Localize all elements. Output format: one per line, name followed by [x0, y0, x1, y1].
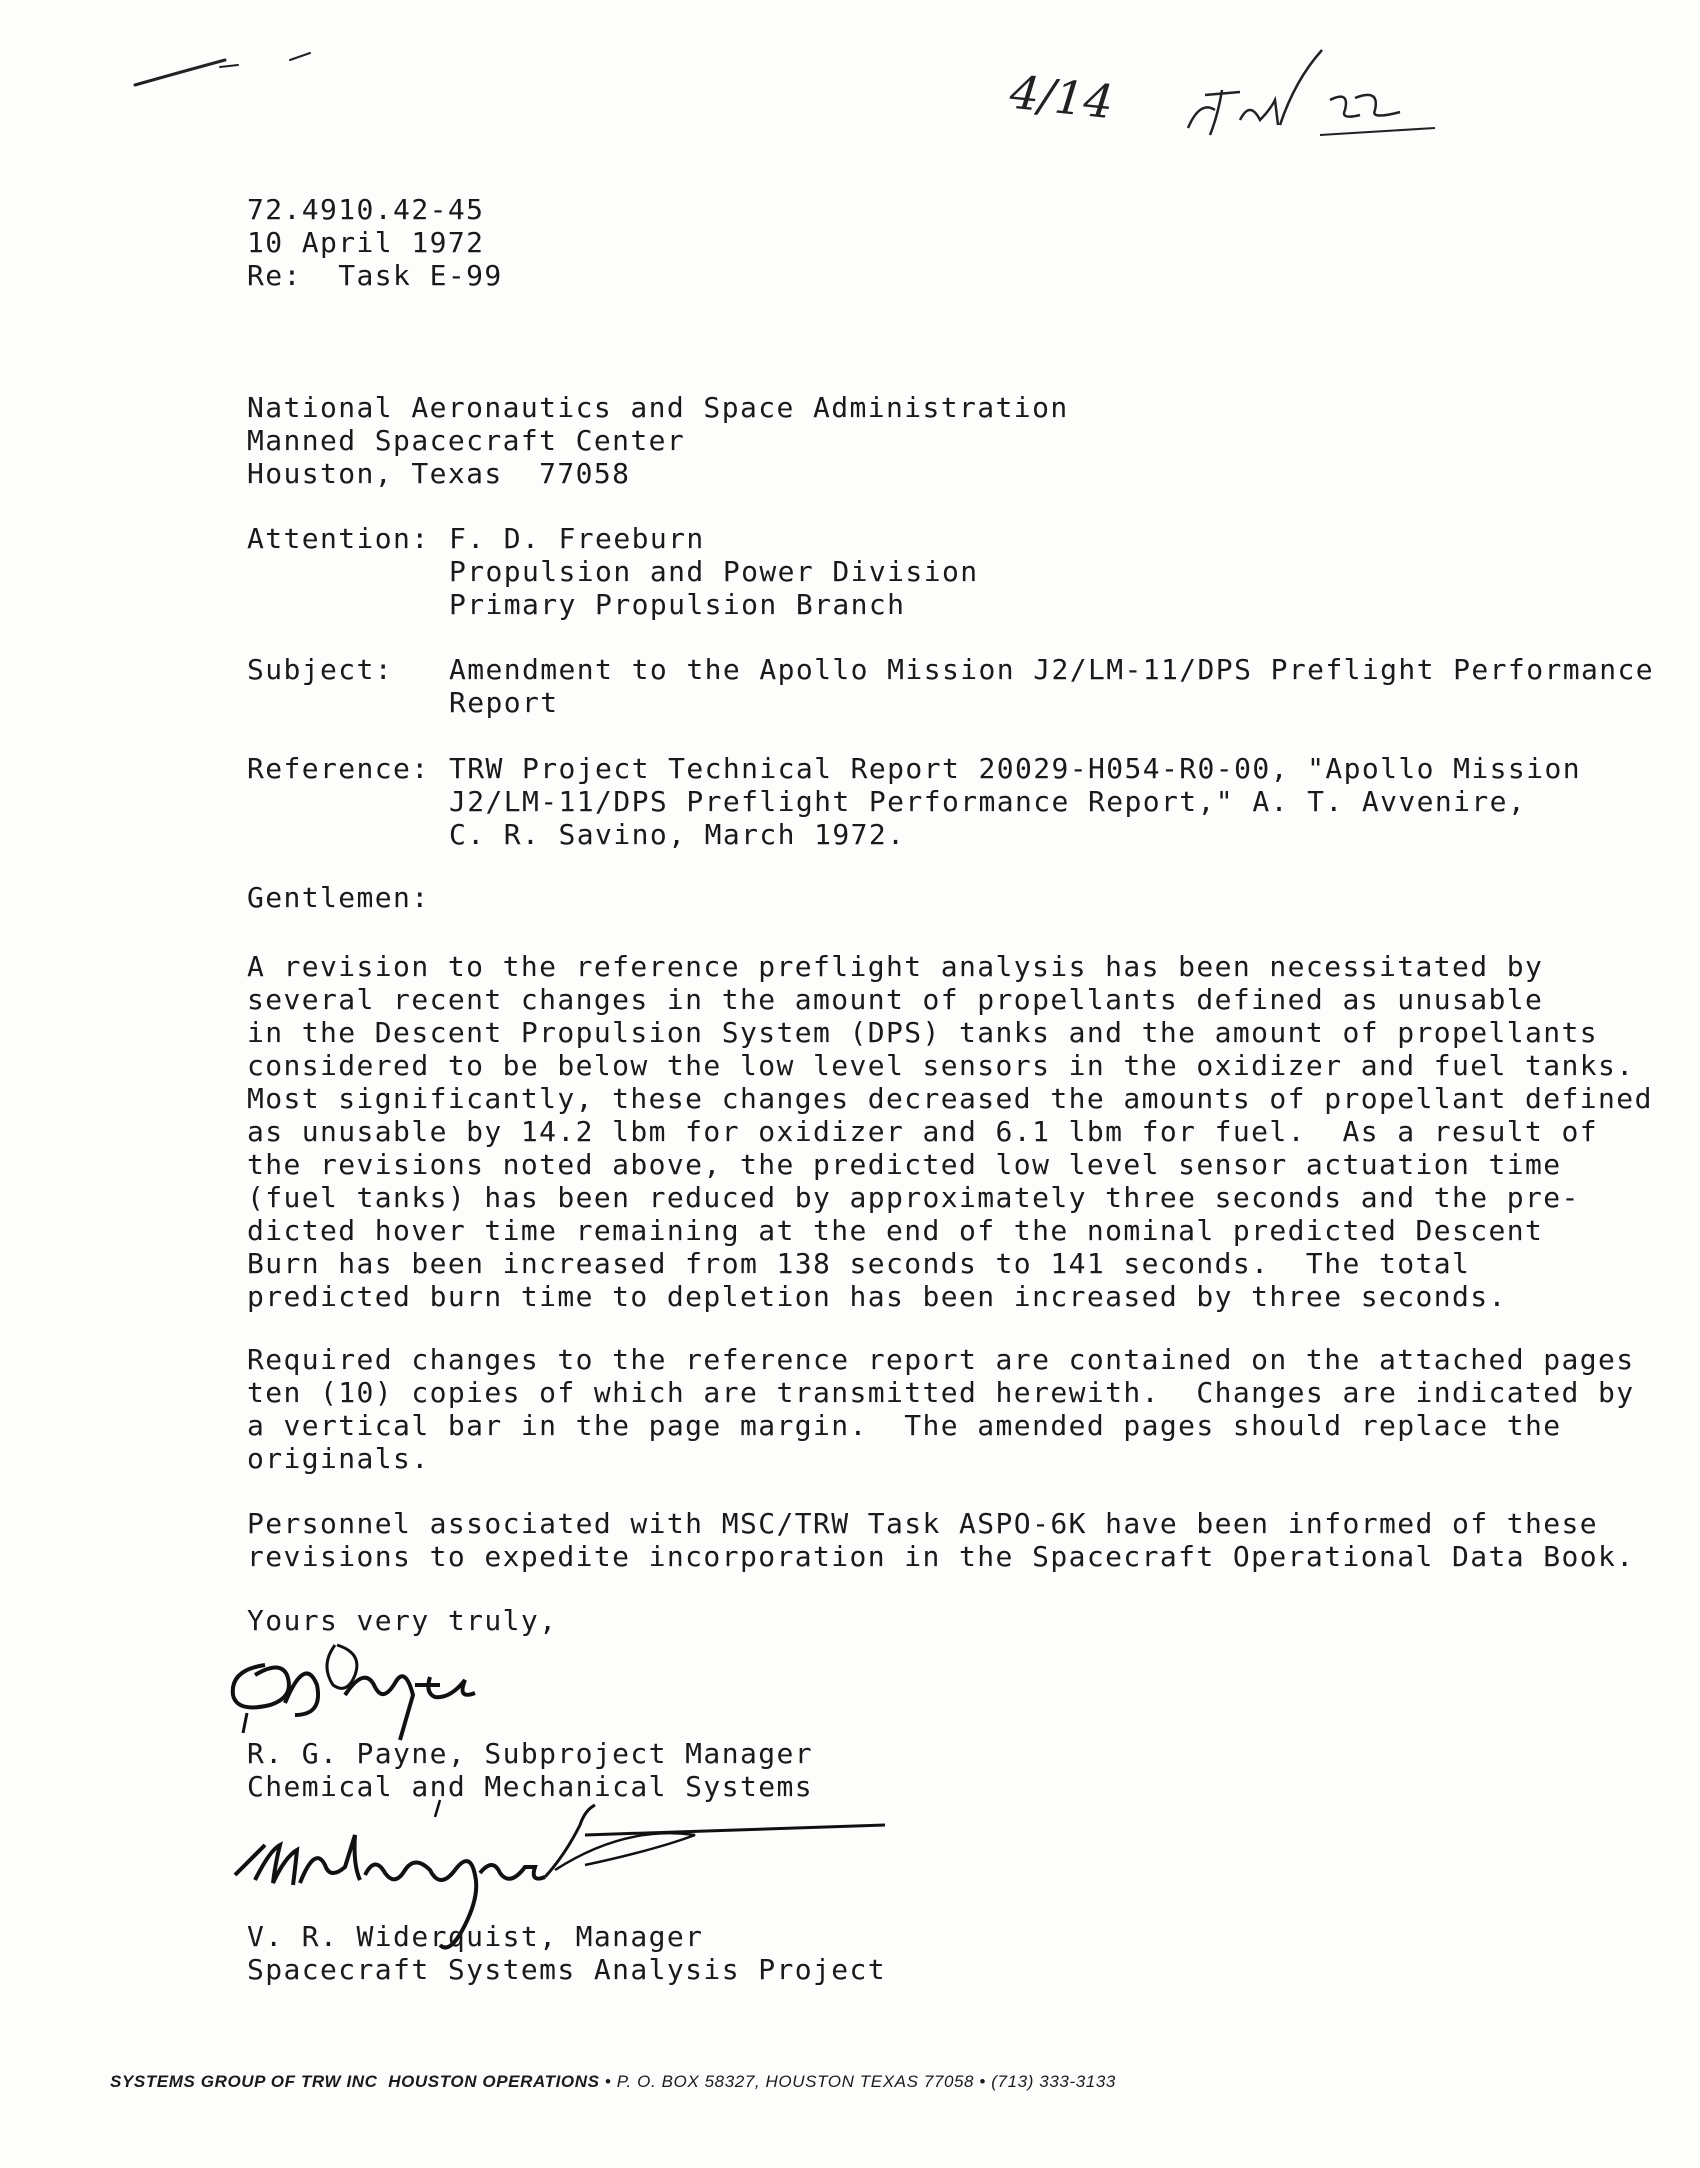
body-line: predicted burn time to depletion has been increased by three seconds.: [247, 1280, 1507, 1313]
body-paragraph-2: [247, 1343, 1635, 1475]
salutation: Gentlemen:: [247, 881, 430, 914]
body-paragraph-1: [247, 950, 1653, 1313]
attention-block: [247, 522, 978, 621]
corner-pen-marks: [130, 45, 330, 95]
signer-2-name: V. R. Widerquist, Manager: [247, 1920, 704, 1953]
subject-line: Report: [449, 686, 559, 719]
attention-label: Attention:: [247, 522, 430, 555]
handwritten-initials: [1170, 40, 1450, 140]
body-line: Burn has been increased from 138 seconds to 141 seconds. The total: [247, 1247, 1471, 1280]
reference-line: C. R. Savino, March 1972.: [449, 818, 906, 851]
signer-1-block: [247, 1737, 813, 1803]
reference-block: [247, 752, 1581, 851]
body-line: several recent changes in the amount of propellants defined as unusable: [247, 983, 1544, 1016]
signature-payne: [225, 1625, 545, 1745]
handwritten-date-note: 4/14: [1007, 64, 1116, 130]
body-line: Personnel associated with MSC/TRW Task ASPO-6K have been informed of these: [247, 1507, 1599, 1540]
reference-label: Reference:: [247, 752, 430, 785]
body-line: considered to be below the low level sensors in the oxidizer and fuel tanks.: [247, 1049, 1635, 1082]
reference-line: TRW Project Technical Report 20029-H054-R0-00, "Apollo Mission: [449, 752, 1581, 785]
signer-1-name: R. G. Payne, Subproject Manager: [247, 1737, 813, 1770]
body-line: in the Descent Propulsion System (DPS) tanks and the amount of propellants: [247, 1016, 1599, 1049]
recipient-address: [247, 391, 1069, 490]
subject-block: [247, 653, 1654, 719]
attention-line: Propulsion and Power Division: [449, 555, 979, 588]
attention-line: F. D. Freeburn: [449, 522, 705, 555]
body-line: A revision to the reference preflight analysis has been necessitated by: [247, 950, 1544, 983]
file-number: 72.4910.42-45: [247, 193, 485, 226]
recipient-line: Houston, Texas 77058: [247, 457, 631, 490]
reference-line: J2/LM-11/DPS Preflight Performance Report," A. T. Avvenire,: [449, 785, 1527, 818]
body-line: as unusable by 14.2 lbm for oxidizer and 6.1 lbm for fuel. As a result of: [247, 1115, 1599, 1148]
body-line: Most significantly, these changes decreased the amounts of propellant defined: [247, 1082, 1653, 1115]
recipient-line: Manned Spacecraft Center: [247, 424, 686, 457]
body-line: Required changes to the reference report are contained on the attached pages: [247, 1343, 1635, 1376]
signer-2-title: Spacecraft Systems Analysis Project: [247, 1953, 887, 1986]
subject-label: Subject:: [247, 653, 394, 686]
footer-address: • P. O. BOX 58327, HOUSTON TEXAS 77058 • (713) 333-3133: [599, 2072, 1116, 2091]
signer-1-title: Chemical and Mechanical Systems: [247, 1770, 813, 1803]
body-paragraph-3: [247, 1507, 1635, 1573]
body-line: a vertical bar in the page margin. The amended pages should replace the: [247, 1409, 1562, 1442]
body-line: ten (10) copies of which are transmitted herewith. Changes are indicated by: [247, 1376, 1635, 1409]
closing: Yours very truly,: [247, 1604, 558, 1637]
body-line: revisions to expedite incorporation in the Spacecraft Operational Data Book.: [247, 1540, 1635, 1573]
re-task: Re: Task E-99: [247, 259, 503, 292]
body-line: (fuel tanks) has been reduced by approximately three seconds and the pre-: [247, 1181, 1580, 1214]
signer-2-block: [247, 1920, 886, 1986]
attention-line: Primary Propulsion Branch: [449, 588, 906, 621]
subject-line: Amendment to the Apollo Mission J2/LM-11/DPS Preflight Performance: [449, 653, 1654, 686]
letter-header: [247, 193, 503, 292]
body-line: originals.: [247, 1442, 430, 1475]
letterhead-footer: [110, 2072, 1116, 2092]
letter-date: 10 April 1972: [247, 226, 485, 259]
footer-company: SYSTEMS GROUP OF TRW INC: [110, 2072, 378, 2091]
recipient-line: National Aeronautics and Space Administration: [247, 391, 1069, 424]
body-line: dicted hover time remaining at the end of the nominal predicted Descent: [247, 1214, 1544, 1247]
footer-division: HOUSTON OPERATIONS: [388, 2072, 600, 2091]
body-line: the revisions noted above, the predicted low level sensor actuation time: [247, 1148, 1562, 1181]
